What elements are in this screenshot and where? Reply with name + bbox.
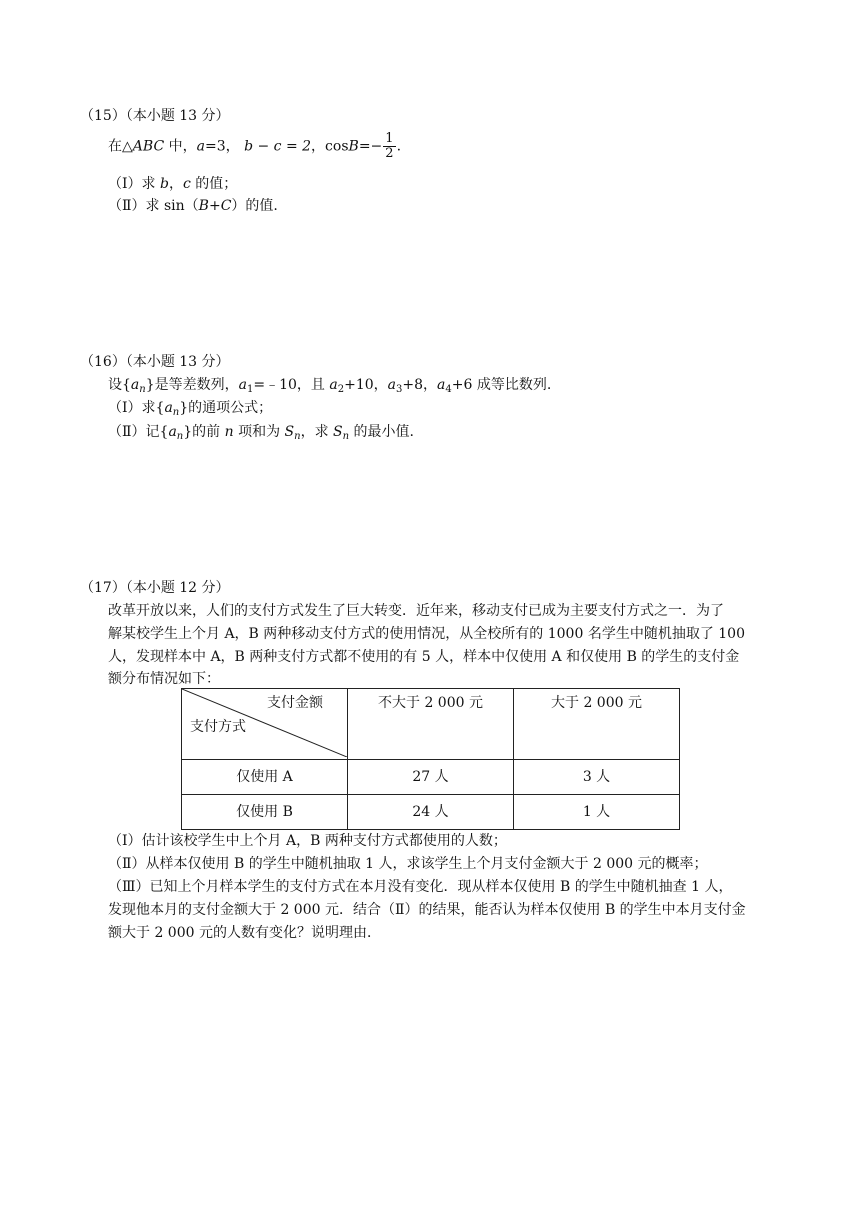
table-corner-cell bbox=[182, 689, 348, 760]
q15-part1-text: 的值； bbox=[190, 176, 238, 192]
table-row bbox=[182, 795, 680, 830]
table-cell: 24 人 bbox=[348, 795, 514, 830]
q16-part2-text: 的最小值. bbox=[349, 424, 414, 440]
table-cell: 3 人 bbox=[514, 760, 680, 795]
q16-stem-text: =﹣10，且 bbox=[253, 377, 330, 393]
q16-subscript: n bbox=[294, 431, 301, 442]
q15-part2 bbox=[108, 194, 278, 218]
q15-stem-text: 中， bbox=[164, 138, 197, 155]
q16-part2-text: 项和为 bbox=[233, 424, 285, 440]
q17-part3-line: （Ⅲ）已知上个月样本学生的支付方式在本月没有变化．现从样本仅使用 B 的学生中随机抽查 1 人， bbox=[108, 879, 733, 895]
q15-var-abc: ABC bbox=[132, 138, 165, 155]
q17-paragraph-line: 人，发现样本中 A，B 两种支付方式都不使用的有 5 人，样本中仅使用 A 和仅使用 B 的学生的支付金 bbox=[108, 649, 740, 665]
q16-var-S: S bbox=[333, 424, 343, 440]
table-header-row bbox=[182, 689, 680, 760]
column-header: 不大于 2 000 元 bbox=[348, 689, 514, 760]
q16-subscript: n bbox=[139, 384, 146, 395]
q17-part1: （Ⅰ）估计该校学生中上个月 A，B 两种支付方式都使用的人数； bbox=[108, 833, 507, 849]
q16-stem-text: 设{ bbox=[108, 377, 131, 393]
q16-var-S: S bbox=[284, 424, 295, 440]
q15-header: （15）（本小题 13 分） bbox=[80, 108, 230, 124]
q16-stem-text: +6 成等比数列. bbox=[451, 377, 552, 393]
q15-var-c: c bbox=[182, 176, 191, 192]
q15-part2-text: （Ⅱ）求 sin（ bbox=[108, 198, 199, 214]
q16-var-a: a bbox=[168, 424, 177, 440]
q15-stem bbox=[108, 132, 401, 161]
q16-stem-text: +10， bbox=[344, 377, 388, 393]
q15-var-B: B bbox=[198, 198, 209, 214]
q15-cos: cos bbox=[325, 138, 349, 155]
corner-label-method: 支付方式 bbox=[190, 719, 246, 735]
row-label: 仅使用 A bbox=[182, 760, 348, 795]
q16-var-a: a bbox=[387, 377, 397, 393]
table-cell: 1 人 bbox=[514, 795, 680, 830]
q17-paragraph-line: 额分布情况如下： bbox=[108, 671, 220, 687]
q15-var-C: C bbox=[220, 198, 232, 214]
q16-subscript: n bbox=[176, 431, 184, 442]
q16-part2-text: ，求 bbox=[300, 424, 334, 440]
q16-var-a: a bbox=[329, 377, 338, 393]
q17-part2: （Ⅱ）从样本仅使用 B 的学生中随机抽取 1 人，求该学生上个月支付金额大于 2 000 元的概率； bbox=[108, 856, 708, 872]
q17-header: （17）（本小题 12 分） bbox=[80, 580, 230, 596]
q16-var-n: n bbox=[224, 424, 234, 440]
q16-subscript: 4 bbox=[445, 384, 452, 395]
q16-var-a: a bbox=[130, 377, 140, 393]
q16-stem-text: }是等差数列， bbox=[145, 377, 239, 393]
q16-stem-text: +8， bbox=[402, 377, 438, 393]
q16-part1 bbox=[108, 396, 272, 420]
table-cell: 27 人 bbox=[348, 760, 514, 795]
q16-part1-text: }的通项公式； bbox=[179, 400, 273, 416]
q15-part1-text: ， bbox=[168, 176, 183, 192]
q15-var-a: a bbox=[196, 138, 205, 155]
q15-stem-text: ， bbox=[311, 138, 326, 155]
corner-label-amount: 支付金额 bbox=[267, 695, 323, 711]
q16-var-a: a bbox=[164, 400, 173, 416]
q17-paragraph-line: 解某校学生上个月 A，B 两种移动支付方式的使用情况，从全校所有的 1000 名学生中随机抽取了 100 bbox=[108, 626, 745, 642]
row-label: 仅使用 B bbox=[182, 795, 348, 830]
q17-part3-line: 额大于 2 000 元的人数有变化？说明理由． bbox=[108, 925, 381, 941]
q15-var-b: b bbox=[159, 176, 169, 192]
q15-part2-text: + bbox=[208, 198, 221, 214]
q15-part1 bbox=[108, 172, 237, 196]
column-header: 大于 2 000 元 bbox=[514, 689, 680, 760]
q16-subscript: n bbox=[342, 431, 350, 442]
q16-subscript: 2 bbox=[337, 384, 345, 395]
q15-stem-text: 在△ bbox=[108, 138, 133, 155]
q16-part2-text: （Ⅱ）记{ bbox=[108, 424, 169, 440]
q17-paragraph-line: 改革开放以来，人们的支付方式发生了巨大转变．近年来，移动支付已成为主要支付方式之一．为了 bbox=[108, 603, 724, 619]
table-row bbox=[182, 760, 680, 795]
q15-stem-text: =3， bbox=[204, 138, 240, 155]
q15-equation-b-minus-c: b − c = 2 bbox=[244, 138, 312, 155]
q17-part3-line: 发现他本月的支付金额大于 2 000 元．结合（Ⅱ）的结果，能否认为样本仅使用 B 的学生中本月支付金 bbox=[108, 902, 746, 918]
q16-part2-text: }的前 bbox=[183, 424, 225, 440]
q15-part1-text: （Ⅰ）求 bbox=[108, 176, 160, 192]
q15-stem-text: . bbox=[396, 138, 402, 155]
q16-header: （16）（本小题 13 分） bbox=[80, 354, 230, 370]
q16-var-a: a bbox=[238, 377, 248, 393]
q16-subscript: 1 bbox=[247, 384, 254, 395]
q15-fraction bbox=[383, 132, 395, 161]
q16-part2 bbox=[108, 420, 414, 444]
q15-part2-text: ）的值. bbox=[231, 198, 278, 214]
q16-subscript: 3 bbox=[396, 384, 403, 395]
q16-var-a: a bbox=[437, 377, 446, 393]
fraction-numerator: 1 bbox=[385, 131, 394, 146]
q15-stem-text: =− bbox=[358, 138, 383, 155]
fraction-denominator: 2 bbox=[385, 146, 394, 161]
q15-var-B: B bbox=[348, 138, 359, 155]
q16-part1-text: （Ⅰ）求{ bbox=[108, 400, 165, 416]
q16-subscript: n bbox=[172, 407, 180, 418]
payment-table bbox=[181, 688, 680, 830]
q16-stem bbox=[108, 373, 551, 397]
